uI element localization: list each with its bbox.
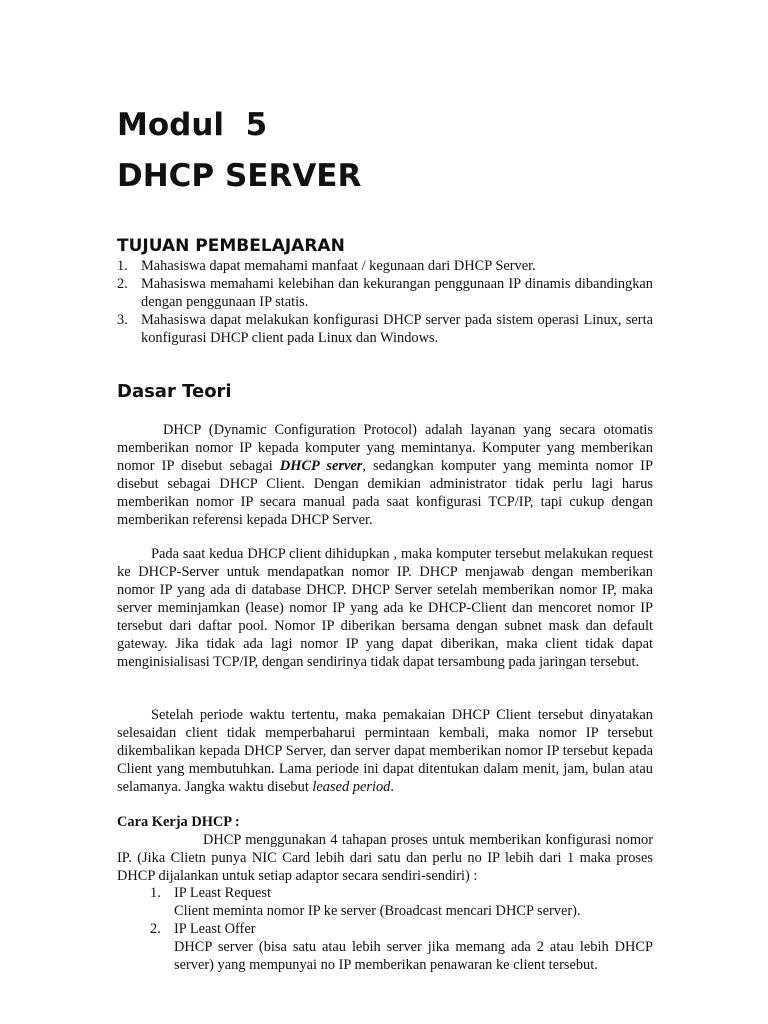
paragraph-lease-period [117, 706, 653, 796]
section-heading-dasar-teori: Dasar Teori [117, 381, 232, 402]
step-content [174, 884, 653, 920]
page-title: DHCP SERVER [117, 158, 362, 194]
step-description: DHCP server (bisa satu atau lebih server jika memang ada 2 atau lebih DHCP server) yang mempunyai no IP memberikan penawaran ke client tersebut. [174, 939, 653, 973]
list-number: 2. [117, 276, 128, 292]
list-number: 1. [150, 885, 161, 901]
step-description: Client meminta nomor IP ke server (Broadcast mencari DHCP server). [174, 903, 581, 919]
paragraph-text: Pada saat kedua DHCP client dihidupkan , maka komputer tersebut melakukan request ke DHCP-Server untuk mendapatkan nomor IP. DHCP menjawab dengan memberikan nomor IP yang ada di database DHCP. DHCP Server setelah memberikan nomor IP, maka server meminjamkan (lease) nomor IP yang ada ke DHCP-Client dan mencoret nomor IP tersebut dari daftar pool. Nomor IP diberikan bersama dengan subnet mask dan default gateway. Jika tidak ada lagi nomor IP yang dapat diberikan, maka client tidak dapat menginisialisasi TCP/IP, dengan sendirinya tidak dapat tersambung pada jaringan tersebut. [117, 546, 653, 670]
learning-goals-list [117, 257, 653, 347]
paragraph-cara-kerja-intro [117, 831, 653, 885]
list-item [117, 257, 653, 275]
list-item [117, 275, 653, 311]
paragraph-text: Setelah periode waktu tertentu, maka pemakaian DHCP Client tersebut dinyatakan selesaidan client tidak memperbaharui permintaan kembali, maka nomor IP tersebut dikembalikan kepada DHCP Server, dan server dapat memberikan nomor IP tersebut kepada Client yang membutuhkan. Lama periode ini dapat ditentukan dalam menit, jam, bulan atau selamanya. Jangka waktu disebut [117, 707, 653, 795]
paragraph-text: DHCP menggunakan 4 tahapan proses untuk memberikan konfigurasi nomor IP. (Jika Clietn punya NIC Card lebih dari satu dan perlu no IP lebih dari 1 maka proses DHCP dijalankan untuk setiap adaptor secara sendiri-sendiri) : [117, 832, 653, 884]
list-item [117, 311, 653, 347]
list-number: 1. [117, 258, 128, 274]
list-text: Mahasiswa memahami kelebihan dan kekurangan penggunaan IP dinamis dibandingkan dengan penggunaan IP statis. [141, 276, 653, 310]
paragraph-text: , sedangkan komputer yang meminta nomor IP disebut sebagai DHCP Client. Dengan demikian administrator tidak perlu lagi harus memberikan nomor IP secara manual pada saat konfigurasi TCP/IP, tapi cukup dengan memberikan referensi kepada DHCP Server. [117, 458, 653, 528]
module-number: Modul 5 [117, 107, 268, 143]
paragraph-dhcp-process [117, 545, 653, 671]
paragraph-text: . [390, 779, 394, 795]
list-item [150, 884, 653, 920]
step-title: IP Least Request [174, 885, 271, 901]
step-title: IP Least Offer [174, 921, 256, 937]
section-heading-tujuan: TUJUAN PEMBELAJARAN [117, 236, 345, 256]
emphasis-text: DHCP server [279, 458, 363, 474]
dhcp-steps-list [150, 884, 653, 974]
emphasis-text: leased period [312, 779, 391, 795]
paragraph-dhcp-definition [117, 421, 653, 529]
list-item [150, 920, 653, 974]
list-text: Mahasiswa dapat memahami manfaat / kegunaan dari DHCP Server. [141, 258, 536, 274]
list-text: Mahasiswa dapat melakukan konfigurasi DHCP server pada sistem operasi Linux, serta konfigurasi DHCP client pada Linux dan Windows. [141, 312, 653, 346]
list-number: 3. [117, 312, 128, 328]
step-content [174, 920, 653, 974]
section-heading-cara-kerja: Cara Kerja DHCP : [117, 814, 240, 830]
list-number: 2. [150, 921, 161, 937]
paragraph-text: DHCP (Dynamic Configuration Protocol) adalah layanan yang secara otomatis memberikan nomor IP kepada komputer yang memintanya. Komputer yang memberikan nomor IP disebut sebagai [117, 422, 653, 474]
